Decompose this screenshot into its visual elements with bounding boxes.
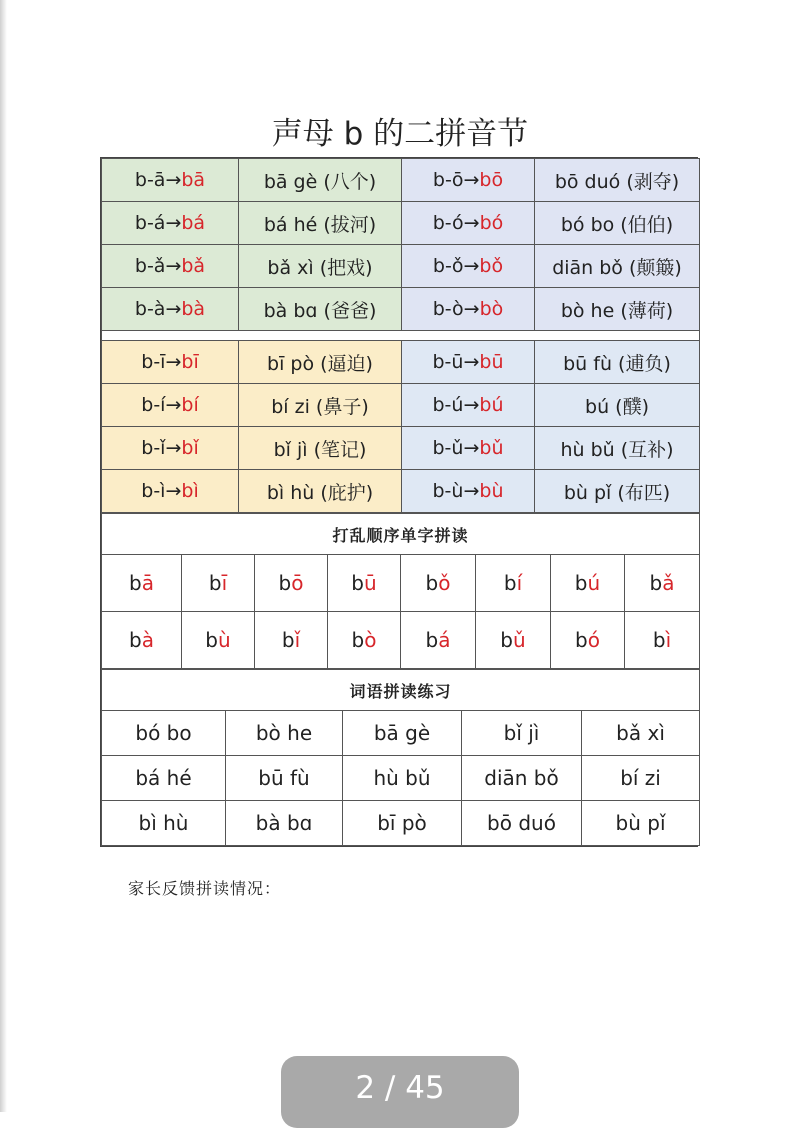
syllable-result: bǔ	[479, 437, 504, 459]
spelling-parts: b-ā→	[134, 169, 182, 191]
worksheet	[100, 157, 698, 847]
syllable-initial: b	[425, 628, 439, 652]
example-word-cell: bù pǐ (布匹)	[535, 470, 700, 513]
spelling-cell	[402, 288, 535, 331]
spelling-cell	[402, 341, 535, 384]
spelling-parts: b-ù→	[432, 480, 480, 502]
spelling-cell	[402, 427, 535, 470]
mixed-syllable-cell	[255, 612, 328, 669]
spelling-cell	[102, 245, 239, 288]
syllable-initial: b	[281, 628, 295, 652]
mixed-syllable-cell	[476, 555, 551, 612]
syllable-result: bà	[181, 298, 206, 320]
syllable-result: bō	[479, 169, 504, 191]
spelling-cell	[102, 384, 239, 427]
syllable-initial: b	[575, 628, 588, 652]
parent-feedback-label: 家长反馈拼读情况：	[128, 879, 282, 898]
practice-word-cell: bō duó	[462, 801, 582, 846]
example-word-cell: bú (醭)	[535, 384, 700, 427]
spelling-cell	[102, 470, 239, 513]
spelling-cell	[402, 384, 535, 427]
page-edge-shadow	[0, 0, 7, 1112]
spelling-parts: b-ì→	[141, 480, 182, 502]
page-indicator: 2 / 45	[281, 1056, 519, 1128]
mixed-syllable-cell	[625, 612, 700, 669]
spelling-parts: b-à→	[134, 298, 182, 320]
spelling-parts: b-ō→	[432, 169, 480, 191]
syllable-final: ó	[587, 628, 600, 652]
syllable-initial: b	[351, 571, 364, 595]
practice-word-cell: bò he	[226, 711, 343, 756]
spelling-parts: b-ū→	[432, 351, 480, 373]
syllable-final: ò	[364, 628, 377, 652]
example-word-cell: bǎ xì (把戏)	[239, 245, 402, 288]
syllable-initial: b	[503, 571, 517, 595]
syllable-final: í	[516, 571, 523, 595]
mixed-syllable-cell	[182, 612, 255, 669]
syllable-result: bì	[181, 480, 199, 502]
syllable-row	[102, 341, 700, 384]
spelling-cell	[402, 159, 535, 202]
syllable-row	[102, 427, 700, 470]
syllable-initial: b	[500, 628, 513, 652]
example-word-cell: bò he (薄荷)	[535, 288, 700, 331]
syllable-final: ǎ	[662, 571, 675, 595]
syllable-final: ì	[665, 628, 672, 652]
example-word-cell: bā gè (八个)	[239, 159, 402, 202]
practice-word-cell: bì hù	[102, 801, 226, 846]
practice-word-cell: bǎ xì	[582, 711, 700, 756]
spelling-parts: b-ú→	[432, 394, 480, 416]
mixed-syllable-cell	[102, 612, 182, 669]
word-row	[102, 756, 700, 801]
syllable-result: bā	[181, 169, 206, 191]
syllable-final: ǒ	[438, 571, 451, 595]
syllable-final: ǐ	[294, 628, 301, 652]
mixed-syllable-cell	[102, 555, 182, 612]
syllable-row	[102, 470, 700, 513]
mixed-reading-table	[101, 513, 700, 669]
syllable-row	[102, 159, 700, 202]
syllable-result: bò	[479, 298, 504, 320]
example-word-cell: bí zi (鼻子)	[239, 384, 402, 427]
spelling-parts: b-ó→	[432, 212, 480, 234]
mixed-syllable-cell	[255, 555, 328, 612]
mixed-syllable-cell	[401, 555, 476, 612]
word-row	[102, 711, 700, 756]
spelling-parts: b-ī→	[141, 351, 182, 373]
syllable-initial: b	[351, 628, 365, 652]
spelling-parts: b-ò→	[432, 298, 480, 320]
syllable-row	[102, 288, 700, 331]
syllable-row	[102, 245, 700, 288]
spelling-cell	[102, 159, 239, 202]
practice-word-cell: bǐ jì	[462, 711, 582, 756]
spelling-parts: b-í→	[141, 394, 182, 416]
mixed-syllable-cell	[551, 555, 625, 612]
syllable-result: bù	[479, 480, 504, 502]
syllable-final: ī	[221, 571, 228, 595]
syllable-final: à	[141, 628, 154, 652]
spelling-cell	[102, 341, 239, 384]
syllable-initial: b	[205, 628, 218, 652]
spelling-parts: b-ǔ→	[432, 437, 480, 459]
spelling-parts: b-ǒ→	[432, 255, 480, 277]
practice-word-cell: bó bo	[102, 711, 226, 756]
word-row	[102, 801, 700, 846]
example-word-cell: diān bǒ (颠簸)	[535, 245, 700, 288]
syllable-final: ú	[587, 571, 601, 595]
spelling-cell	[102, 288, 239, 331]
page-title: 声母 b 的二拼音节	[271, 116, 529, 152]
syllable-initial: b	[278, 571, 292, 595]
spelling-cell	[402, 470, 535, 513]
mixed-reading-heading: 打乱顺序单字拼读	[102, 514, 700, 555]
section-heading-row	[102, 670, 700, 711]
syllable-final: ǔ	[513, 628, 526, 652]
syllable-final: ō	[291, 571, 304, 595]
practice-word-cell: bā gè	[343, 711, 462, 756]
syllable-row	[102, 202, 700, 245]
practice-word-cell: diān bǒ	[462, 756, 582, 801]
practice-word-cell: hù bǔ	[343, 756, 462, 801]
example-word-cell: bì hù (庇护)	[239, 470, 402, 513]
mixed-syllable-cell	[182, 555, 255, 612]
example-word-cell: bá hé (拔河)	[239, 202, 402, 245]
mixed-syllable-cell	[328, 612, 401, 669]
syllable-result: bǎ	[181, 255, 206, 277]
mixed-syllable-cell	[328, 555, 401, 612]
syllable-final: ū	[364, 571, 377, 595]
syllable-result: bí	[181, 394, 199, 416]
example-word-cell: hù bǔ (互补)	[535, 427, 700, 470]
practice-word-cell: bù pǐ	[582, 801, 700, 846]
syllable-initial: b	[129, 628, 142, 652]
spelling-parts: b-á→	[134, 212, 182, 234]
syllable-initial: b	[208, 571, 222, 595]
syllable-final: ā	[141, 571, 154, 595]
example-word-cell: bō duó (剥夺)	[535, 159, 700, 202]
word-practice-heading: 词语拼读练习	[102, 670, 700, 711]
spelling-parts: b-ǐ→	[141, 437, 182, 459]
practice-word-cell: bá hé	[102, 756, 226, 801]
mixed-row	[102, 612, 700, 669]
syllable-result: bī	[181, 351, 199, 373]
gap-cell	[102, 331, 700, 341]
example-word-cell: bū fù (逋负)	[535, 341, 700, 384]
syllable-initial: b	[652, 628, 666, 652]
spelling-cell	[402, 202, 535, 245]
mixed-syllable-cell	[401, 612, 476, 669]
practice-word-cell: bū fù	[226, 756, 343, 801]
syllable-row	[102, 384, 700, 427]
example-word-cell: bǐ jì (笔记)	[239, 427, 402, 470]
syllable-initial: b	[649, 571, 663, 595]
word-practice-table	[101, 669, 700, 846]
mixed-syllable-cell	[625, 555, 700, 612]
syllable-result: bǒ	[479, 255, 504, 277]
mixed-row	[102, 555, 700, 612]
spelling-cell	[102, 427, 239, 470]
syllable-final: á	[438, 628, 451, 652]
syllable-final: ù	[218, 628, 231, 652]
syllable-result: bá	[181, 212, 206, 234]
practice-word-cell: bà bɑ	[226, 801, 343, 846]
syllable-result: bū	[479, 351, 504, 373]
practice-word-cell: bí zi	[582, 756, 700, 801]
syllable-result: bó	[479, 212, 504, 234]
example-word-cell: bó bo (伯伯)	[535, 202, 700, 245]
spelling-cell	[102, 202, 239, 245]
example-word-cell: bī pò (逼迫)	[239, 341, 402, 384]
syllable-initial: b	[425, 571, 439, 595]
spelling-parts: b-ǎ→	[134, 255, 182, 277]
spelling-cell	[402, 245, 535, 288]
syllable-table	[101, 158, 700, 513]
syllable-initial: b	[129, 571, 142, 595]
mixed-syllable-cell	[476, 612, 551, 669]
syllable-initial: b	[574, 571, 588, 595]
practice-word-cell: bī pò	[343, 801, 462, 846]
mixed-syllable-cell	[551, 612, 625, 669]
syllable-result: bú	[479, 394, 504, 416]
section-heading-row	[102, 514, 700, 555]
section-gap	[102, 331, 700, 341]
example-word-cell: bà bɑ (爸爸)	[239, 288, 402, 331]
syllable-result: bǐ	[181, 437, 199, 459]
